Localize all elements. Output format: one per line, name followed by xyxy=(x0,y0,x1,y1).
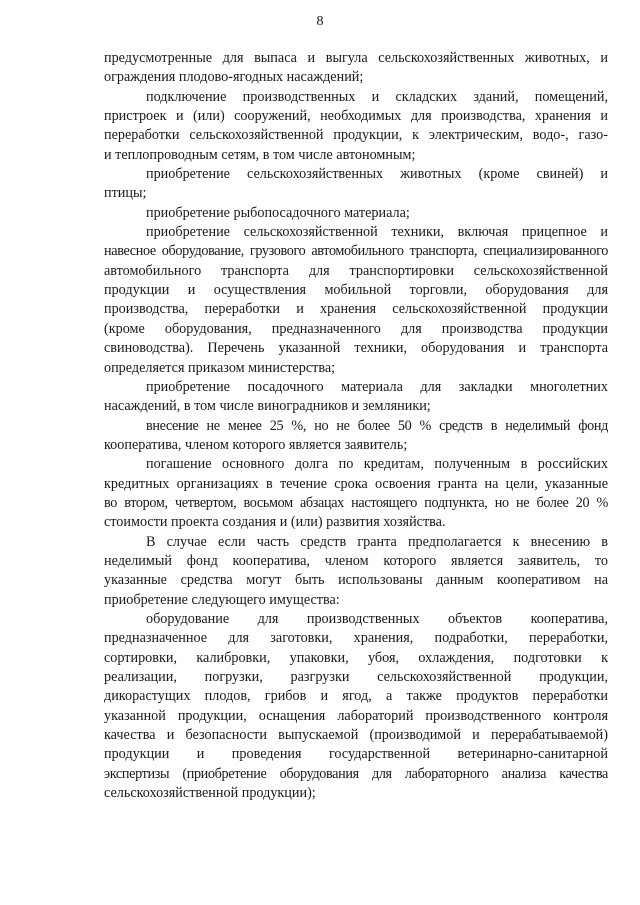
text-line: приобретение следующего имущества: xyxy=(104,591,340,608)
text-line: В случае если часть средств гранта предполагается к внесению в xyxy=(146,533,608,550)
text-line: погашение основного долга по кредитам, полученным в российских xyxy=(146,456,608,473)
text-line: автомобильного транспорта для транспортировки сельскохозяйственной xyxy=(104,262,608,279)
text-line: приобретение сельскохозяйственной техники, включая прицепное и xyxy=(146,224,608,241)
paragraph xyxy=(104,417,608,456)
text-line: качества и безопасности выпускаемой (производимой и перерабатываемой) xyxy=(104,727,608,744)
text-line: указанной продукции, оснащения лабораторий производственного контроля xyxy=(104,707,608,724)
text-line: дикорастущих плодов, грибов и ягод, а также продуктов переработки xyxy=(104,688,608,705)
paragraph xyxy=(104,533,608,610)
text-line: приобретение посадочного материала для закладки многолетних xyxy=(146,378,608,395)
text-line: продукции и проведения государственной ветеринарно-санитарной xyxy=(104,746,608,763)
text-line: во втором, четвертом, восьмом абзацах настоящего подпункта, но не более 20 % xyxy=(104,494,608,511)
text-line: свиноводства). Перечень указанной техники, оборудования и транспорта xyxy=(104,340,608,357)
text-line: подключение производственных и складских зданий, помещений, xyxy=(146,88,608,105)
text-line: сельскохозяйственной продукции); xyxy=(104,785,316,802)
text-line: указанные средства могут быть использованы данным кооперативом на xyxy=(104,572,608,589)
paragraph xyxy=(104,455,608,532)
text-line: кредитных организациях в течение срока освоения гранта на цели, указанные xyxy=(104,475,608,492)
text-line: определяется приказом министерства; xyxy=(104,359,336,376)
text-line: внесение не менее 25 %, но не более 50 % средств в неделимый фонд xyxy=(146,417,608,434)
text-line: приобретение сельскохозяйственных животных (кроме свиней) и xyxy=(146,166,608,183)
paragraph xyxy=(104,49,608,88)
text-line: стоимости проекта создания и (или) развития хозяйства. xyxy=(104,514,446,531)
text-line: кооператива, членом которого является заявитель; xyxy=(104,436,408,453)
text-line: навесное оборудование, грузового автомобильного транспорта, специализированного xyxy=(104,243,608,260)
text-line: сортировки, калибровки, упаковки, убоя, охлаждения, подготовки к xyxy=(104,649,608,666)
paragraph xyxy=(104,88,608,165)
paragraph xyxy=(104,610,608,803)
text-line: неделимый фонд кооператива, членом которого является заявитель, то xyxy=(104,552,608,569)
text-line: птицы; xyxy=(104,185,147,202)
paragraph xyxy=(104,223,608,378)
text-line: приобретение рыбопосадочного материала; xyxy=(146,204,410,221)
text-line: производства, переработки и хранения сельскохозяйственной продукции xyxy=(104,301,608,318)
document-body xyxy=(104,49,608,803)
text-line: предусмотренные для выпаса и выгула сельскохозяйственных животных, и xyxy=(104,50,608,66)
text-line: предназначенное для заготовки, хранения, подработки, переработки, xyxy=(104,630,608,647)
paragraph xyxy=(104,204,608,223)
text-line: пристроек и (или) сооружений, необходимых для производства, хранения и xyxy=(104,108,608,125)
text-line: реализации, погрузки, разгрузки сельскохозяйственной продукции, xyxy=(104,669,608,685)
text-line: оборудование для производственных объектов кооператива, xyxy=(146,610,608,627)
text-line: (кроме оборудования, предназначенного для производства продукции xyxy=(104,320,608,337)
text-line: экспертизы (приобретение оборудования для лабораторного анализа качества xyxy=(104,765,608,782)
text-line: ограждения плодово-ягодных насаждений; xyxy=(104,69,364,86)
text-line: переработки сельскохозяйственной продукции, к электрическим, водо-, газо- xyxy=(104,127,608,144)
text-line: насаждений, в том числе виноградников и земляники; xyxy=(104,398,431,415)
paragraph xyxy=(104,378,608,417)
paragraph xyxy=(104,165,608,204)
text-line: продукции и осуществления мобильной торговли, оборудования для xyxy=(104,282,608,299)
page-number: 8 xyxy=(316,14,324,29)
text-line: и теплопроводным сетям, в том числе автономным; xyxy=(104,146,416,163)
